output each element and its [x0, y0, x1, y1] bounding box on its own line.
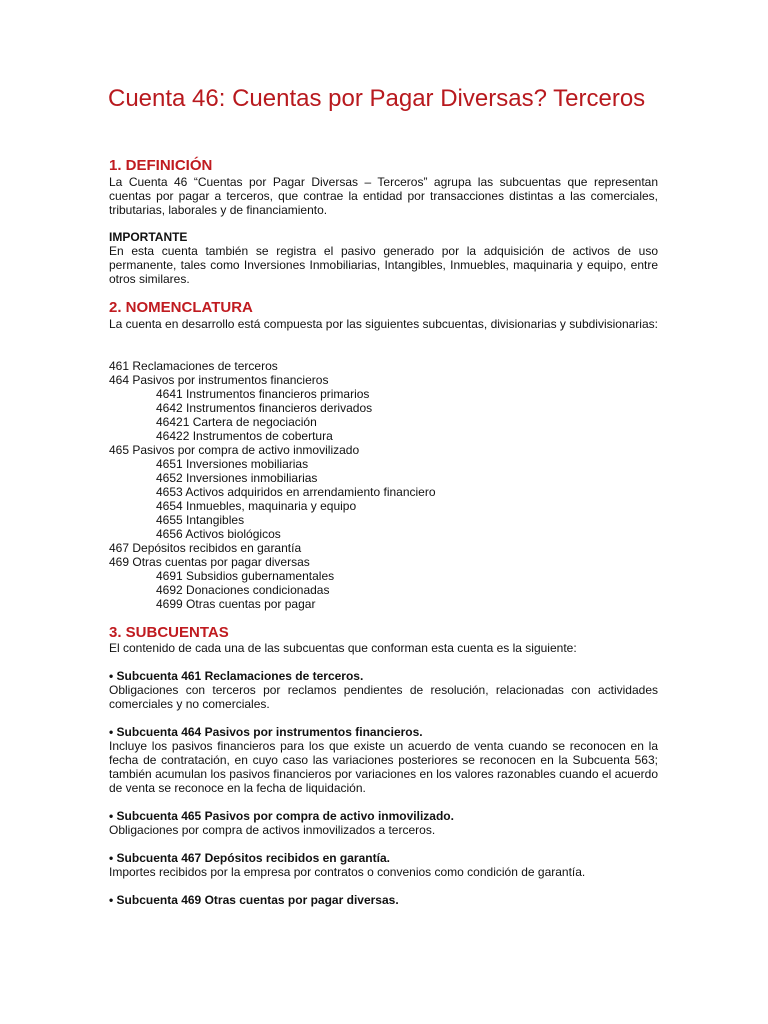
- subcuenta-461-title: • Subcuenta 461 Reclamaciones de terceros.: [109, 669, 364, 683]
- subcuenta-467-text: Importes recibidos por la empresa por contratos o convenios como condición de garantía.: [109, 865, 586, 879]
- nomenclatura-item: 4652 Inversiones inmobiliarias: [156, 471, 318, 485]
- nomenclatura-item: 467 Depósitos recibidos en garantía: [109, 541, 302, 555]
- subcuenta-464-title: • Subcuenta 464 Pasivos por instrumentos financieros.: [109, 725, 423, 739]
- nomenclatura-item: 4654 Inmuebles, maquinaria y equipo: [156, 499, 357, 513]
- section-heading-nomenclatura: 2. NOMENCLATURA: [109, 299, 253, 316]
- nomenclatura-list: [109, 359, 436, 611]
- nomenclatura-item: 4699 Otras cuentas por pagar: [156, 597, 316, 611]
- nomenclatura-item: 469 Otras cuentas por pagar diversas: [109, 555, 310, 569]
- nomenclatura-item: 461 Reclamaciones de terceros: [109, 359, 278, 373]
- subcuentas-intro: El contenido de cada una de las subcuentas que conforman esta cuenta es la siguiente:: [109, 641, 577, 655]
- nomenclatura-item: 4653 Activos adquiridos en arrendamiento financiero: [156, 485, 436, 499]
- subcuenta-467-title: • Subcuenta 467 Depósitos recibidos en garantía.: [109, 851, 390, 865]
- nomenclatura-item: 4642 Instrumentos financieros derivados: [156, 401, 373, 415]
- section-heading-subcuentas: 3. SUBCUENTAS: [109, 624, 229, 641]
- section-heading-definicion: 1. DEFINICIÓN: [109, 157, 213, 174]
- subcuenta-461-text: Obligaciones con terceros por reclamos pendientes de resolución, relacionadas con actividades comerciales y no comerciales.: [109, 683, 658, 711]
- nomenclatura-item: 4656 Activos biológicos: [156, 527, 281, 541]
- importante-label: IMPORTANTE: [109, 230, 188, 244]
- nomenclatura-item: 4641 Instrumentos financieros primarios: [156, 387, 370, 401]
- page-title: Cuenta 46: Cuentas por Pagar Diversas? Terceros: [108, 85, 646, 112]
- importante-paragraph: En esta cuenta también se registra el pasivo generado por la adquisición de activos de uso permanente, tales como Inversiones Inmobiliarias, Intangibles, Inmuebles, maquinaria y equipo, entre otros similares.: [109, 244, 658, 286]
- definicion-paragraph: La Cuenta 46 “Cuentas por Pagar Diversas – Terceros” agrupa las subcuentas que representan cuentas por pagar a terceros, que contrae la entidad por transacciones distintas a las comerciales, tributarias, laborales y de financiamiento.: [109, 175, 658, 217]
- nomenclatura-item: 46422 Instrumentos de cobertura: [156, 429, 333, 443]
- nomenclatura-item: 4651 Inversiones mobiliarias: [156, 457, 309, 471]
- nomenclatura-item: 4692 Donaciones condicionadas: [156, 583, 330, 597]
- nomenclatura-item: 4691 Subsidios gubernamentales: [156, 569, 335, 583]
- nomenclatura-item: 4655 Intangibles: [156, 513, 245, 527]
- nomenclatura-item: 465 Pasivos por compra de activo inmovilizado: [109, 443, 360, 457]
- nomenclatura-item: 46421 Cartera de negociación: [156, 415, 317, 429]
- subcuenta-465-text: Obligaciones por compra de activos inmovilizados a terceros.: [109, 823, 436, 837]
- subcuenta-469-title: • Subcuenta 469 Otras cuentas por pagar diversas.: [109, 893, 399, 907]
- subcuenta-465-title: • Subcuenta 465 Pasivos por compra de activo inmovilizado.: [109, 809, 454, 823]
- nomenclatura-item: 464 Pasivos por instrumentos financieros: [109, 373, 329, 387]
- nomenclatura-intro: La cuenta en desarrollo está compuesta por las siguientes subcuentas, divisionarias y subdivisionarias:: [109, 317, 658, 331]
- subcuenta-464-text: Incluye los pasivos financieros para los que existe un acuerdo de venta cuando se reconocen en la fecha de contratación, en cuyo caso las variaciones posteriores se reconocen en la Subcuenta 563; también acumulan los pasivos financieros por variaciones en los valores razonables cuando el acuerdo de venta se reconoce en la fecha de liquidación.: [109, 739, 658, 795]
